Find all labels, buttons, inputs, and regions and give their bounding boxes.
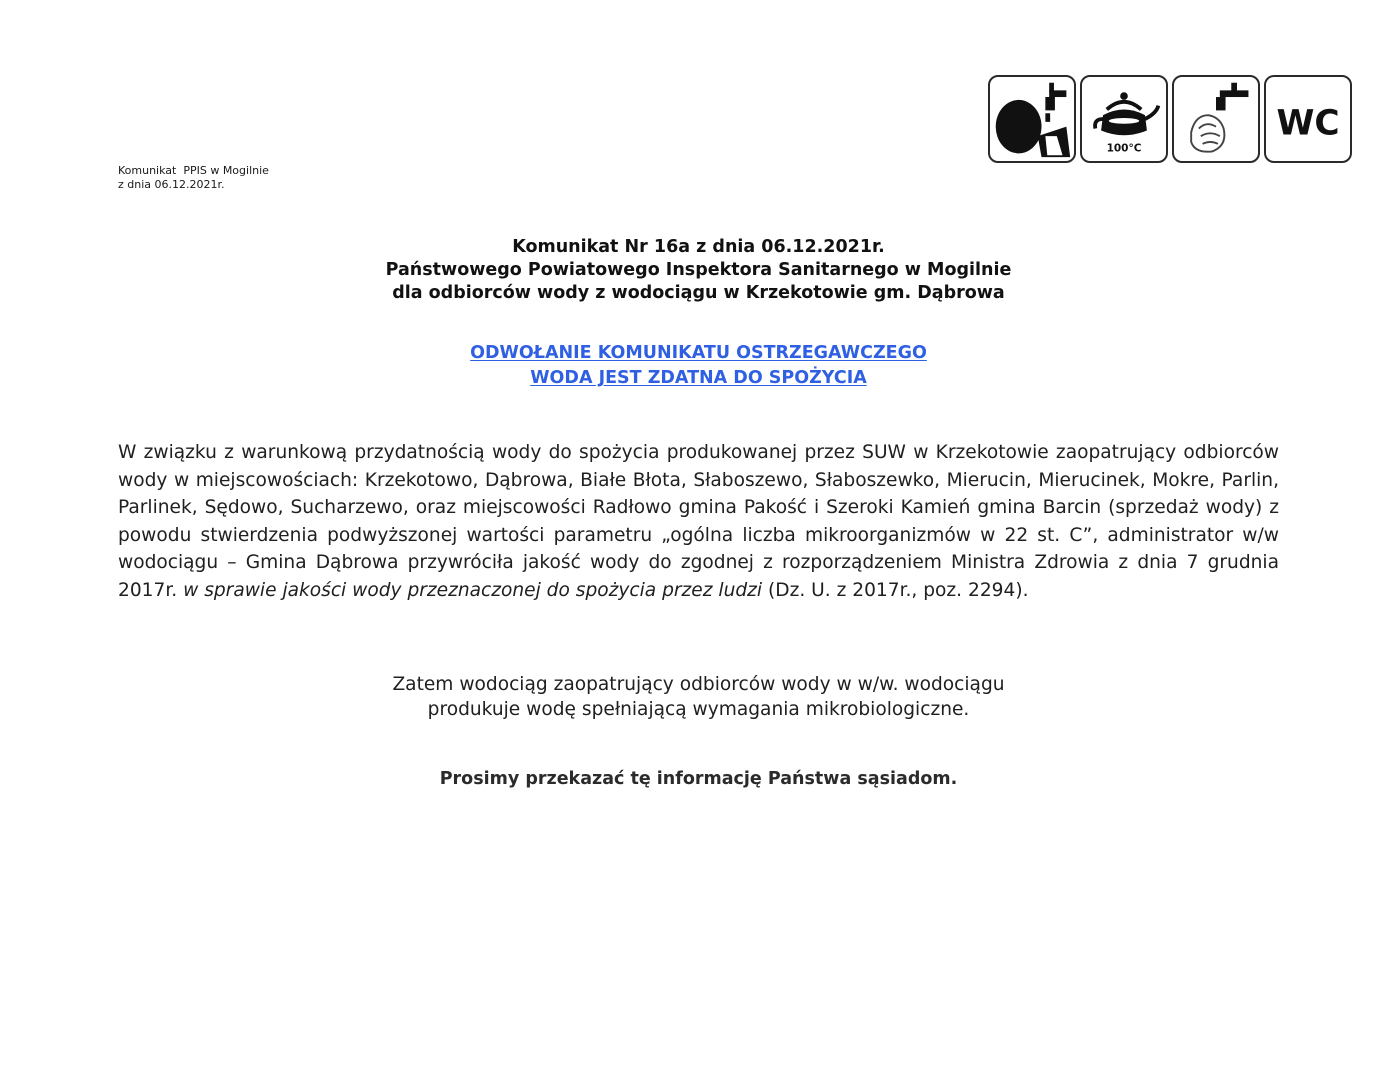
title-line3: dla odbiorców wody z wodociągu w Krzekotowie gm. Dąbrowa bbox=[392, 283, 1005, 303]
body-part2: (Dz. U. z 2017r., poz. 2294). bbox=[762, 579, 1029, 601]
revocation-heading bbox=[0, 341, 1397, 391]
wc-icon bbox=[1264, 75, 1352, 163]
header-note-line1: Komunikat PPIS w Mogilnie bbox=[118, 164, 269, 177]
revocation-line1: ODWOŁANIE KOMUNIKATU OSTRZEGAWCZEGO bbox=[470, 343, 927, 363]
header-note bbox=[118, 164, 269, 192]
boiling-kettle-icon bbox=[1080, 75, 1168, 163]
wc-label: WC bbox=[1276, 103, 1340, 144]
body-part1: W związku z warunkową przydatnością wody do spożycia produkowanej przez SUW w Krzekotowie zaopatrujący odbiorców wody w miejscowościach: Krzekotowo, Dąbrowa, Białe Błota, Słaboszewo, Słaboszewko, Mierucin, Mierucinek, Mokre, Parlin, Parlinek, Sędowo, Sucharzewo, oraz miejscowości Radłowo gmina Pakość i Szeroki Kamień gmina Barcin (sprzedaż wody) z powodu stwierdzenia podwyższonej wartości parametru „ogólna liczba mikroorganizmów w 22 st. C”, administrator w/w wodociągu – Gmina Dąbrowa przywróciła jakość wody do zgodnej z rozporządzeniem Ministra Zdrowia z dnia 7 grudnia 2017r. bbox=[118, 442, 1279, 601]
conclusion-paragraph bbox=[0, 672, 1397, 722]
drinking-water-icon bbox=[988, 75, 1076, 163]
header-note-line2: z dnia 06.12.2021r. bbox=[118, 178, 225, 191]
title-line2: Państwowego Powiatowego Inspektora Sanitarnego w Mogilnie bbox=[385, 260, 1012, 280]
title-line1: Komunikat Nr 16a z dnia 06.12.2021r. bbox=[512, 237, 885, 257]
hand-washing-icon bbox=[1172, 75, 1260, 163]
revocation-line2: WODA JEST ZDATNA DO SPOŻYCIA bbox=[530, 368, 867, 388]
body-paragraph bbox=[118, 439, 1279, 604]
conclusion-line1: Zatem wodociąg zaopatrujący odbiorców wody w w/w. wodociągu bbox=[392, 674, 1005, 695]
icon-strip bbox=[988, 75, 1352, 163]
kettle-temperature-label: 100°C bbox=[1106, 142, 1142, 155]
request-note: Prosimy przekazać tę informację Państwa sąsiadom. bbox=[439, 769, 958, 789]
conclusion-line2: produkuje wodę spełniającą wymagania mikrobiologiczne. bbox=[427, 699, 970, 720]
body-regulation-title: w sprawie jakości wody przeznaczonej do spożycia przez ludzi bbox=[183, 579, 763, 601]
announcement-title bbox=[0, 236, 1397, 305]
